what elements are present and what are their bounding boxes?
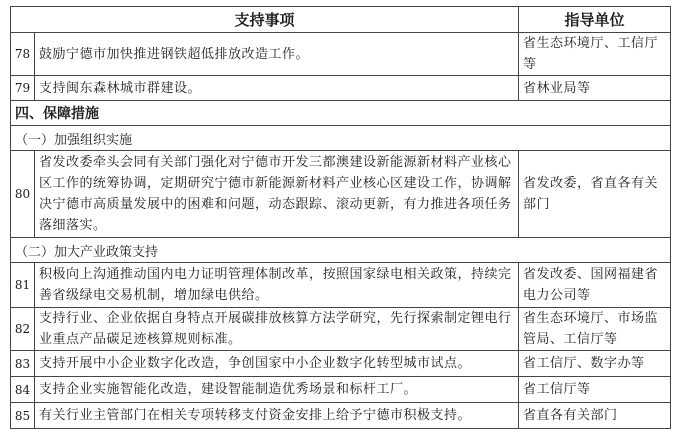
support-items-table [10,6,671,429]
row-unit: 省直各有关部门 [519,403,671,429]
row-number: 85 [11,403,35,429]
row-content: 积极向上沟通推动国内电力证明管理体制改革，按照国家绿电相关政策，持续完善省级绿电交易机制，增加绿电供给。 [35,263,519,308]
header-items: 支持事项 [11,7,519,33]
row-number: 84 [11,377,35,403]
row-content: 支持开展中小企业数字化改造，争创国家中小企业数字化转型城市试点。 [35,351,519,377]
table-row [11,351,671,377]
table-row [11,33,671,76]
row-number: 80 [11,151,35,238]
table-row [11,151,671,238]
table-row [11,263,671,308]
row-unit: 省工信厅、数字办等 [519,351,671,377]
row-unit: 省生态环境厅、工信厅等 [519,33,671,76]
row-content: 省发改委牵头会同有关部门强化对宁德市开发三都澳建设新能源新材料产业核心区工作的统筹协调，定期研究宁德市新能源新材料产业核心区建设工作，协调解决宁德市高质量发展中的困难和问题，动态跟踪、滚动更新，有力推进各项任务落细落实。 [35,151,519,238]
row-number: 81 [11,263,35,308]
section-row [11,101,671,126]
table-row [11,76,671,101]
subsection-title: （一）加强组织实施 [11,126,671,151]
table-row [11,308,671,351]
row-content: 支持闽东森林城市群建设。 [35,76,519,101]
row-content: 支持行业、企业依据自身特点开展碳排放核算方法学研究，先行探索制定锂电行业重点产品碳足迹核算规则标准。 [35,308,519,351]
subsection-title: （二）加大产业政策支持 [11,238,671,263]
subsection-row [11,238,671,263]
row-unit: 省工信厅等 [519,377,671,403]
row-unit: 省生态环境厅、市场监管局、工信厅等 [519,308,671,351]
row-number: 83 [11,351,35,377]
subsection-row [11,126,671,151]
row-unit: 省林业局等 [519,76,671,101]
row-unit: 省发改委、国网福建省电力公司等 [519,263,671,308]
row-content: 鼓励宁德市加快推进钢铁超低排放改造工作。 [35,33,519,76]
row-number: 82 [11,308,35,351]
row-number: 78 [11,33,35,76]
section-title: 四、保障措施 [11,101,671,126]
header-unit: 指导单位 [519,7,671,33]
table-header-row [11,7,671,33]
row-content: 有关行业主管部门在相关专项转移支付资金安排上给予宁德市积极支持。 [35,403,519,429]
row-unit: 省发改委，省直各有关部门 [519,151,671,238]
row-content: 支持企业实施智能化改造，建设智能制造优秀场景和标杆工厂。 [35,377,519,403]
table-row [11,377,671,403]
row-number: 79 [11,76,35,101]
table-row [11,403,671,429]
